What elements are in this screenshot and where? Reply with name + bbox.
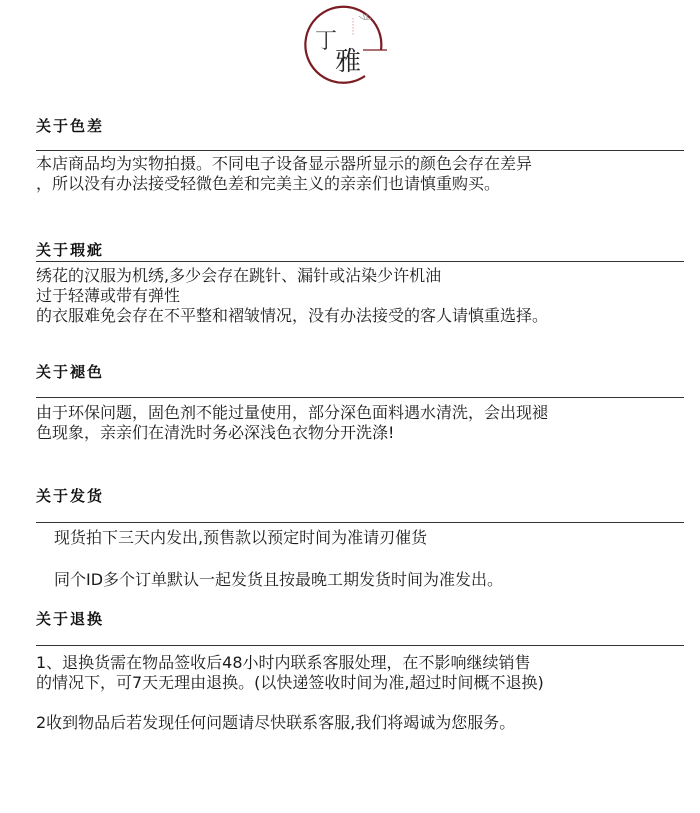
paragraph-line: 的衣服难免会存在不平整和褶皱情况，没有办法接受的客人请慎重选择。 bbox=[36, 306, 549, 325]
section-body bbox=[36, 713, 684, 733]
section-divider bbox=[36, 150, 684, 151]
brand-logo bbox=[303, 4, 387, 88]
section-shipping bbox=[36, 486, 684, 506]
section-heading: 关于色差 bbox=[36, 117, 105, 135]
paragraph-line: 过于轻薄或带有弹性 bbox=[36, 286, 181, 305]
section-body bbox=[54, 528, 700, 548]
section-divider bbox=[36, 397, 684, 398]
paragraph-line: 色现象，亲亲们在清洗时务必深浅色衣物分开洗涤! bbox=[36, 423, 395, 442]
paragraph-line: 本店商品均为实物拍摄。不同电子设备显示器所显示的颜色会存在差异 bbox=[36, 154, 533, 173]
paragraph-line: ，所以没有办法接受轻微色差和完美主义的亲亲们也请慎重购买。 bbox=[36, 174, 501, 193]
logo-glyph-left: 丁 bbox=[315, 29, 338, 54]
paragraph-line: 由于环保问题，固色剂不能过量使用，部分深色面料遇水清洗，会出现褪 bbox=[36, 403, 549, 422]
section-divider bbox=[36, 261, 684, 262]
section-color-difference bbox=[36, 116, 684, 136]
brand-logo-seal bbox=[303, 4, 387, 88]
section-body bbox=[36, 154, 684, 194]
section-body bbox=[54, 570, 700, 590]
section-defects bbox=[36, 240, 684, 260]
section-body bbox=[36, 266, 684, 326]
section-body bbox=[36, 653, 684, 693]
logo-glyph-right: 雅 bbox=[335, 47, 362, 77]
section-body bbox=[36, 403, 684, 443]
paragraph-line: 绣花的汉服为机绣,多少会存在跳针、漏针或沾染少许机油 bbox=[36, 266, 442, 285]
paragraph-line: 的情况下，可7天无理由退换。(以快递签收时间为准,超过时间概不退换) bbox=[36, 673, 544, 692]
paragraph-line: 2收到物品后若发现任何问题请尽快联系客服,我们将竭诚为您服务。 bbox=[36, 713, 516, 732]
section-heading: 关于退换 bbox=[36, 610, 105, 628]
paragraph-line: 1、退换货需在物品签收后48小时内联系客服处理，在不影响继续销售 bbox=[36, 653, 531, 672]
paragraph-line: 现货拍下三天内发出,预售款以预定时间为准请刃催货 bbox=[54, 528, 428, 547]
section-heading: 关于褪色 bbox=[36, 363, 105, 381]
section-heading: 关于发货 bbox=[36, 487, 105, 505]
section-heading: 关于瑕疵 bbox=[36, 241, 105, 259]
section-divider bbox=[36, 645, 684, 646]
section-fading bbox=[36, 362, 684, 382]
section-returns bbox=[36, 609, 684, 629]
section-divider bbox=[36, 522, 684, 523]
paragraph-line: 同个ID多个订单默认一起发货且按最晚工期发货时间为准发出。 bbox=[54, 570, 504, 589]
